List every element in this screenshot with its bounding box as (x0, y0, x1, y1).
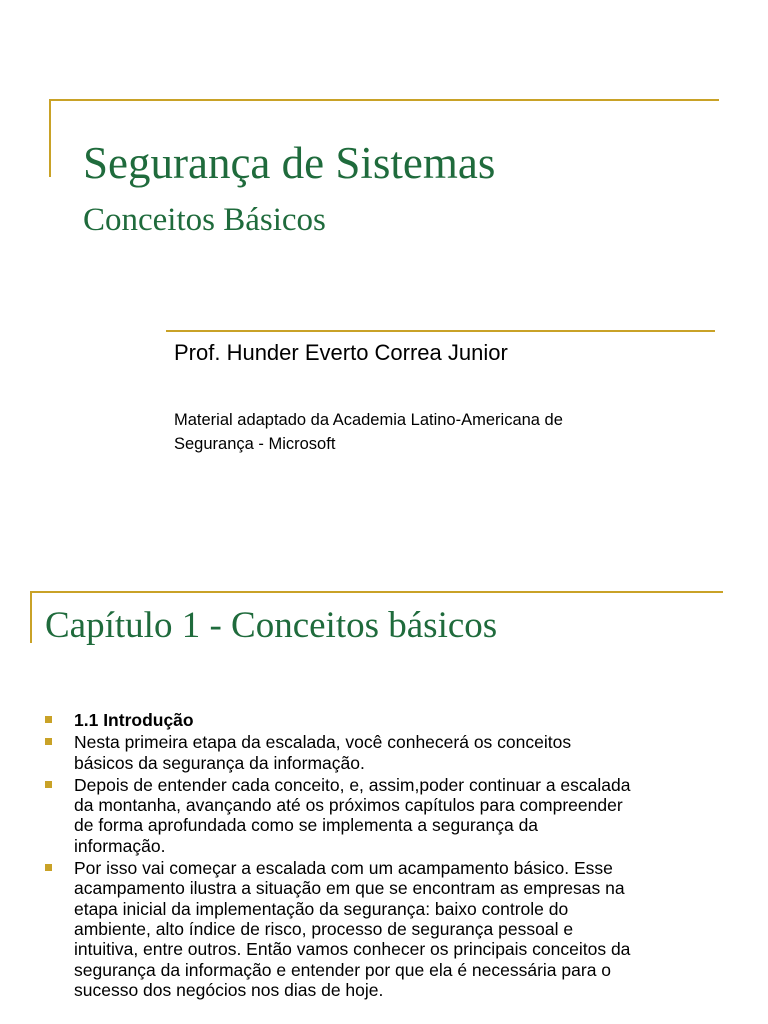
bullet-line: intuitiva, entre outros. Então vamos conhecer os principais conceitos da (74, 939, 631, 960)
author-name: Prof. Hunder Everto Correa Junior (174, 340, 508, 365)
bullet-line: Nesta primeira etapa da escalada, você conhecerá os conceitos (74, 732, 572, 753)
bullet-line: acampamento ilustra a situação em que se encontram as empresas na (74, 878, 625, 899)
bullet-line: sucesso dos negócios nos dias de hoje. (74, 979, 384, 1000)
source-note-line: Segurança - Microsoft (174, 435, 336, 453)
bullet-line: ambiente, alto índice de risco, processo de segurança pessoal e (74, 918, 574, 939)
source-note-line: Material adaptado da Academia Latino-Americana de (174, 411, 563, 429)
bullet-item (45, 858, 735, 1000)
bullet-line: etapa inicial da implementação da segurança: baixo controle do (74, 898, 569, 919)
bullet-line: informação. (74, 835, 166, 856)
bullet-square-icon (45, 738, 52, 745)
bullet-item (45, 775, 735, 856)
bullet-line: 1.1 Introdução (74, 710, 194, 730)
bullet-item (45, 732, 735, 773)
bullet-line: Por isso vai começar a escalada com um acampamento básico. Esse (74, 858, 613, 879)
top-rule (30, 591, 723, 593)
bullet-line: de forma aprofundada como se implementa a segurança da (74, 815, 539, 836)
top-rule (49, 99, 719, 101)
bullet-square-icon (45, 781, 52, 788)
left-rule (30, 591, 32, 643)
author-rule (166, 330, 715, 332)
bullet-list (45, 710, 735, 1002)
content-slide (0, 576, 768, 1024)
slide-subtitle: Conceitos Básicos (83, 202, 326, 238)
source-note (174, 408, 694, 456)
bullet-line: Depois de entender cada conceito, e, assim,poder continuar a escalada (74, 774, 631, 795)
bullet-square-icon (45, 716, 52, 723)
bullet-line: básicos da segurança da informação. (74, 752, 365, 773)
bullet-square-icon (45, 864, 52, 871)
bullet-item (45, 710, 735, 730)
bullet-line: segurança da informação e entender por que ela é necessária para o (74, 959, 612, 980)
slide-title: Segurança de Sistemas (83, 138, 496, 188)
left-rule (49, 99, 51, 177)
bullet-line: da montanha, avançando até os próximos capítulos para compreender (74, 795, 623, 816)
chapter-title: Capítulo 1 - Conceitos básicos (45, 605, 498, 646)
